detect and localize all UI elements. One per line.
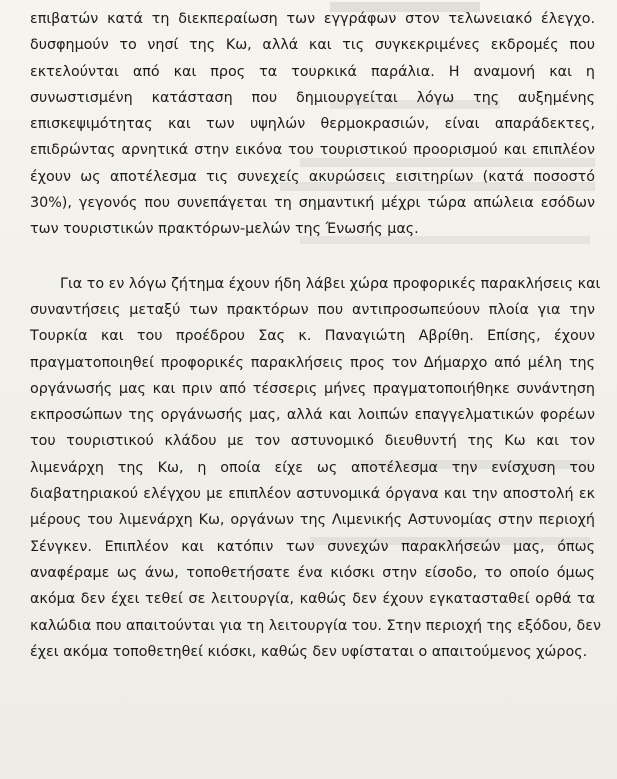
text-line: αναφέραμε ως άνω, τοποθετήσατε ένα κιόσκι στην είσοδο, το οποίο όμως [30,564,595,581]
text-line: του τουριστικού κλάδου με τον αστυνομικό διευθυντή της Κω και τον [30,433,595,450]
text-line: εκπροσώπων της οργάνωσής μας, αλλά και λοιπών επαγγελματικών φορέων [30,407,595,424]
paragraph-1 [30,6,595,243]
text-line: μέρους του λιμενάρχη Κω, οργάνων της Λιμενικής Αστυνομίας στην περιοχή [30,512,595,529]
text-line: έχουν ως αποτέλεσμα τις συνεχείς ακυρώσεις εισιτηρίων (κατά ποσοστό [30,168,595,185]
text-line: 30%), γεγονός που συνεπάγεται τη σημαντική μέχρι τώρα απώλεια εσόδων [30,195,595,212]
text-line: έχει ακόμα τοποθετηθεί κιόσκι, καθώς δεν υφίσταται ο απαιτούμενος χώρος. [30,643,588,660]
text-line: Για το εν λόγω ζήτημα έχουν ήδη λάβει χώρα προφορικές παρακλήσεις και [60,275,601,292]
paragraph-2 [30,271,601,665]
text-line: διαβατηριακού ελέγχου με επιπλέον αστυνομικά όργανα και την αποστολή εκ [30,486,595,503]
text-line: συνωστισμένη κατάσταση που δημιουργείται λόγω της αυξημένης [30,89,595,106]
text-line: πραγματοποιηθεί προφορικές παρακλήσεις προς τον Δήμαρχο από μέλη της [30,354,595,371]
text-line: οργάνωσής μας και πριν από τέσσερις μήνες πραγματοποιήθηκε συνάντηση [30,380,595,397]
text-line: καλώδια που απαιτούνται για τη λειτουργία του. Στην περιοχή της εξόδου, δεν [30,617,601,634]
text-line: Τουρκία και του προέδρου Σας κ. Παναγιώτη Αβρίθη. Επίσης, έχουν [30,328,595,345]
text-line: ακόμα δεν έχει τεθεί σε λειτουργία, καθώς δεν έχουν εγκατασταθεί ορθά τα [30,591,595,608]
text-line: λιμενάρχη της Κω, η οποία είχε ως αποτέλεσμα την ενίσχυση του [30,459,595,476]
text-line: επιβατών κατά τη διεκπεραίωση των εγγράφων στον τελωνειακό έλεγχο. [30,11,595,27]
text-line: Σένγκεν. Επιπλέον και κατόπιν των συνεχών παρακλήσεών μας, όπως [30,538,595,555]
text-line: συναντήσεις μεταξύ των πρακτόρων που αντιπροσωπεύουν πλοία για την [30,301,595,318]
text-line: επιδρώντας αρνητικά στην εικόνα του τουριστικού προορισμού και επιπλέον [30,142,595,159]
text-line: δυσφημούν το νησί της Κω, αλλά και τις συγκεκριμένες εκδρομές που [30,37,595,54]
text-line: των τουριστικών πρακτόρων-μελών της Ένωσής μας. [30,221,419,238]
text-line: εκτελούνται από και προς τα τουρκικά παράλια. Η αναμονή και η [30,63,595,80]
text-line: επισκεψιμότητας και των υψηλών θερμοκρασιών, είναι απαράδεκτες, [30,116,595,133]
